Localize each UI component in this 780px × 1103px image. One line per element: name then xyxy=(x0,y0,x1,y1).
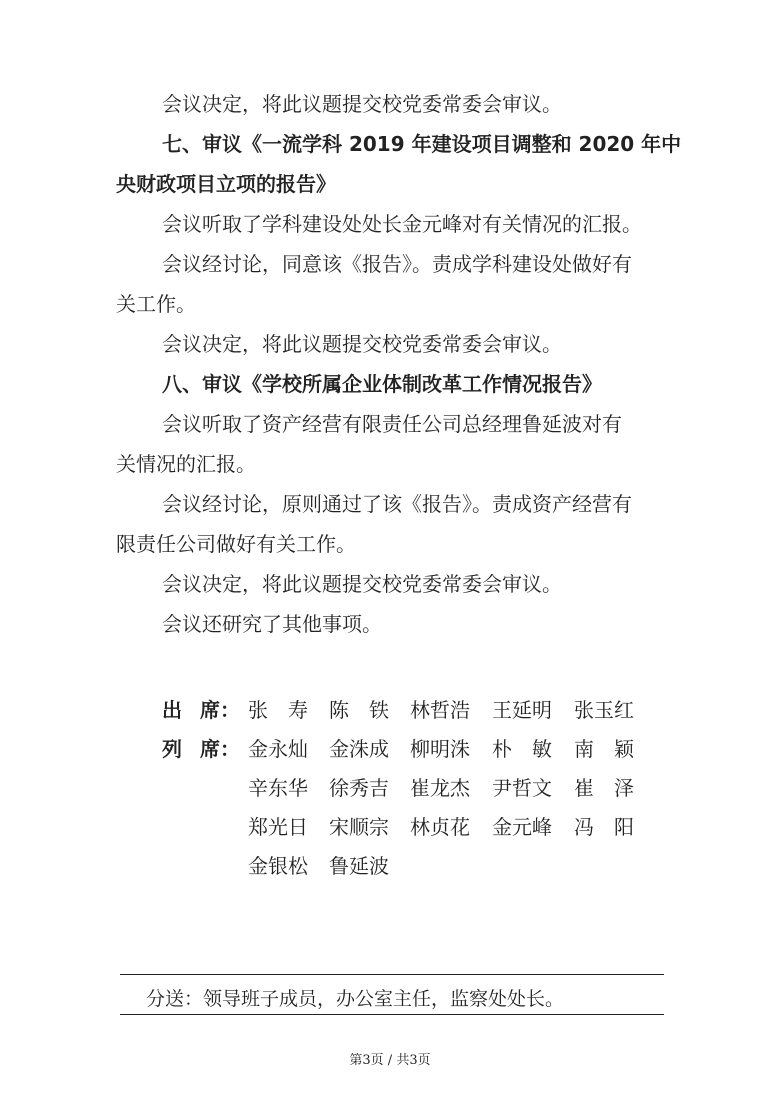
paragraph-report-heard-2-line-1: 会议听取了资产经营有限责任公司总经理鲁延波对有 xyxy=(162,412,622,436)
attending-name: 尹哲文 xyxy=(492,776,552,800)
paragraph-discussion-1-line-1: 会议经讨论，同意该《报告》。责成学科建设处做好有 xyxy=(162,252,632,276)
attending-name: 崔 泽 xyxy=(574,776,634,800)
present-name: 张玉红 xyxy=(574,698,634,722)
distribution-bottom-rule xyxy=(120,1014,664,1015)
attending-name: 鲁延波 xyxy=(329,854,389,878)
attending-name: 南 颖 xyxy=(574,737,634,761)
distribution-top-rule xyxy=(120,974,664,975)
section-heading-7-line-1: 七、审议《一流学科 2019 年建设项目调整和 2020 年中 xyxy=(162,132,682,156)
attending-name: 金洙成 xyxy=(329,737,389,761)
present-name: 王延明 xyxy=(492,698,552,722)
attending-label: 列 席： xyxy=(162,737,240,761)
paragraph-decision-3: 会议决定，将此议题提交校党委常委会审议。 xyxy=(162,572,562,596)
attending-name: 冯 阳 xyxy=(574,815,634,839)
paragraph-decision-2: 会议决定，将此议题提交校党委常委会审议。 xyxy=(162,332,562,356)
paragraph-discussion-1-line-2: 关工作。 xyxy=(116,292,196,316)
attending-name: 林贞花 xyxy=(410,815,470,839)
present-name: 陈 铁 xyxy=(329,698,389,722)
paragraph-decision-1: 会议决定，将此议题提交校党委常委会审议。 xyxy=(162,92,562,116)
present-name: 林哲浩 xyxy=(410,698,470,722)
paragraph-report-heard-2-line-2: 关情况的汇报。 xyxy=(116,452,256,476)
attending-name: 柳明洙 xyxy=(410,737,470,761)
attending-name: 金永灿 xyxy=(248,737,308,761)
present-name: 张 寿 xyxy=(248,698,308,722)
paragraph-other-matters: 会议还研究了其他事项。 xyxy=(162,612,382,636)
attending-name: 徐秀吉 xyxy=(329,776,389,800)
attending-name: 郑光日 xyxy=(248,815,308,839)
section-heading-7-line-2: 央财政项目立项的报告》 xyxy=(116,172,336,196)
attending-name: 金银松 xyxy=(248,854,308,878)
paragraph-discussion-2-line-1: 会议经讨论，原则通过了该《报告》。责成资产经营有 xyxy=(162,492,632,516)
paragraph-report-heard-1: 会议听取了学科建设处处长金元峰对有关情况的汇报。 xyxy=(162,212,642,236)
page-number: 第3页 / 共3页 xyxy=(349,1053,431,1068)
attending-name: 崔龙杰 xyxy=(410,776,470,800)
attending-name: 朴 敏 xyxy=(492,737,552,761)
attending-name: 宋顺宗 xyxy=(329,815,389,839)
section-heading-8: 八、审议《学校所属企业体制改革工作情况报告》 xyxy=(162,372,602,396)
paragraph-discussion-2-line-2: 限责任公司做好有关工作。 xyxy=(116,532,356,556)
distribution-line: 分送：领导班子成员，办公室主任，监察处处长。 xyxy=(146,988,565,1010)
present-label: 出 席： xyxy=(162,698,240,722)
attending-name: 金元峰 xyxy=(492,815,552,839)
attending-name: 辛东华 xyxy=(248,776,308,800)
